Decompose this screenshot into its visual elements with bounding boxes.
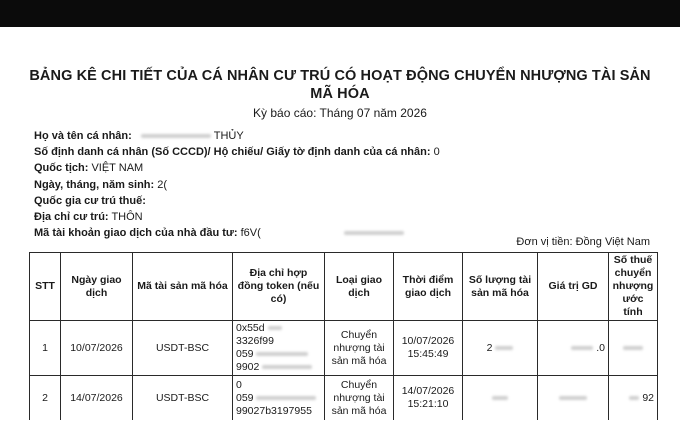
- redaction: [268, 326, 282, 330]
- info-account-code: [34, 225, 440, 241]
- cell-contract: [233, 321, 325, 376]
- cell-asset: USDT-BSC: [133, 321, 233, 376]
- table-row: [30, 376, 658, 421]
- header-asset-code: Mã tài sản mã hóa: [133, 253, 233, 321]
- table-header-row: [30, 253, 658, 321]
- redaction: [623, 346, 643, 350]
- header-transaction-type: Loại giao dịch: [325, 253, 394, 321]
- info-full-name: [34, 128, 440, 144]
- info-value: VIỆT NAM: [91, 162, 144, 175]
- header-contract-address: Địa chỉ hợp đồng token (nếu có): [233, 253, 325, 321]
- info-address: [34, 209, 440, 225]
- info-birth-date: [34, 177, 440, 193]
- info-value: f6V(: [240, 227, 261, 240]
- info-value: 0: [433, 146, 440, 159]
- redaction: [629, 396, 639, 400]
- info-label: Ngày, tháng, năm sinh:: [34, 178, 155, 191]
- redaction: [559, 396, 587, 400]
- info-label: Địa chỉ cư trú:: [34, 210, 109, 223]
- cell-asset: USDT-BSC: [133, 376, 233, 421]
- info-value: 2(: [157, 178, 168, 191]
- info-id-number: [34, 144, 440, 160]
- header-date: Ngày giao dịch: [61, 253, 133, 321]
- cell-contract: [233, 376, 325, 421]
- cell-tax: [609, 321, 658, 376]
- cell-tax: [609, 376, 658, 421]
- info-label: Số định danh cá nhân (Số CCCD)/ Hộ chiếu/ Giấy tờ định danh của cá nhân:: [34, 146, 431, 159]
- currency-unit: Đơn vị tiền: Đồng Việt Nam: [516, 236, 650, 248]
- report-period: Kỳ báo cáo: Tháng 07 năm 2026: [253, 106, 427, 120]
- cell-date: 14/07/2026: [61, 376, 133, 421]
- redaction: [262, 365, 312, 369]
- contract-part: 3326f99: [236, 335, 274, 347]
- contract-part: 059: [236, 348, 254, 360]
- cell-type: Chuyển nhượng tài sản mã hóa: [325, 321, 394, 376]
- cell-date: 10/07/2026: [61, 321, 133, 376]
- redaction: [256, 396, 316, 400]
- cell-stt: 1: [30, 321, 61, 376]
- value-amount: .0: [596, 341, 605, 354]
- header-stt: STT: [30, 253, 61, 321]
- header-tax: Số thuế chuyển nhượng ước tính: [609, 253, 658, 321]
- cell-quantity: [463, 321, 538, 376]
- document-title: BẢNG KÊ CHI TIẾT CỦA CÁ NHÂN CƯ TRÚ CÓ HOẠT ĐỘNG CHUYỂN NHƯỢNG TÀI SẢN MÃ HÓA: [29, 68, 651, 102]
- redaction: [256, 352, 308, 356]
- info-label: Họ và tên cá nhân:: [34, 130, 132, 142]
- contract-part: 0x55d: [236, 322, 265, 334]
- contract-part: 059: [236, 391, 254, 404]
- info-label: Quốc gia cư trú thuế:: [34, 194, 146, 207]
- header-value: Giá trị GD: [538, 253, 609, 321]
- tax-amount: 92: [642, 391, 654, 404]
- cell-value: [538, 376, 609, 421]
- info-label: Mã tài khoản giao dịch của nhà đầu tư:: [34, 227, 238, 240]
- cell-time: [394, 376, 463, 421]
- info-value: THỦY: [213, 130, 244, 142]
- info-tax-country: [34, 193, 440, 209]
- redaction: [344, 231, 404, 235]
- top-bar: [0, 0, 680, 27]
- header-transaction-time: Thời điểm giao dịch: [394, 253, 463, 321]
- cell-type: Chuyển nhượng tài sản mã hóa: [325, 376, 394, 421]
- contract-part: 0: [236, 378, 242, 391]
- quantity-value: 2: [486, 341, 493, 354]
- redaction: [141, 134, 211, 138]
- info-value: THÔN: [111, 210, 143, 223]
- redaction: [492, 396, 508, 400]
- personal-info: [34, 128, 440, 241]
- contract-part: 9902: [236, 361, 260, 373]
- cell-value: [538, 321, 609, 376]
- time-date: 10/07/2026: [401, 335, 455, 347]
- info-nationality: [34, 160, 440, 176]
- cell-quantity: [463, 376, 538, 421]
- cell-stt: 2: [30, 376, 61, 421]
- contract-part: 99027b3197955: [236, 404, 312, 417]
- table-row: [30, 321, 658, 376]
- time-clock: 15:45:49: [407, 348, 449, 360]
- redaction: [571, 346, 593, 350]
- redaction: [495, 346, 513, 350]
- header-quantity: Số lượng tài sản mã hóa: [463, 253, 538, 321]
- info-label: Quốc tịch:: [34, 162, 89, 175]
- time-date: 14/07/2026: [401, 385, 455, 397]
- cell-time: [394, 321, 463, 376]
- time-clock: 15:21:10: [407, 398, 449, 410]
- transactions-table: [29, 252, 658, 420]
